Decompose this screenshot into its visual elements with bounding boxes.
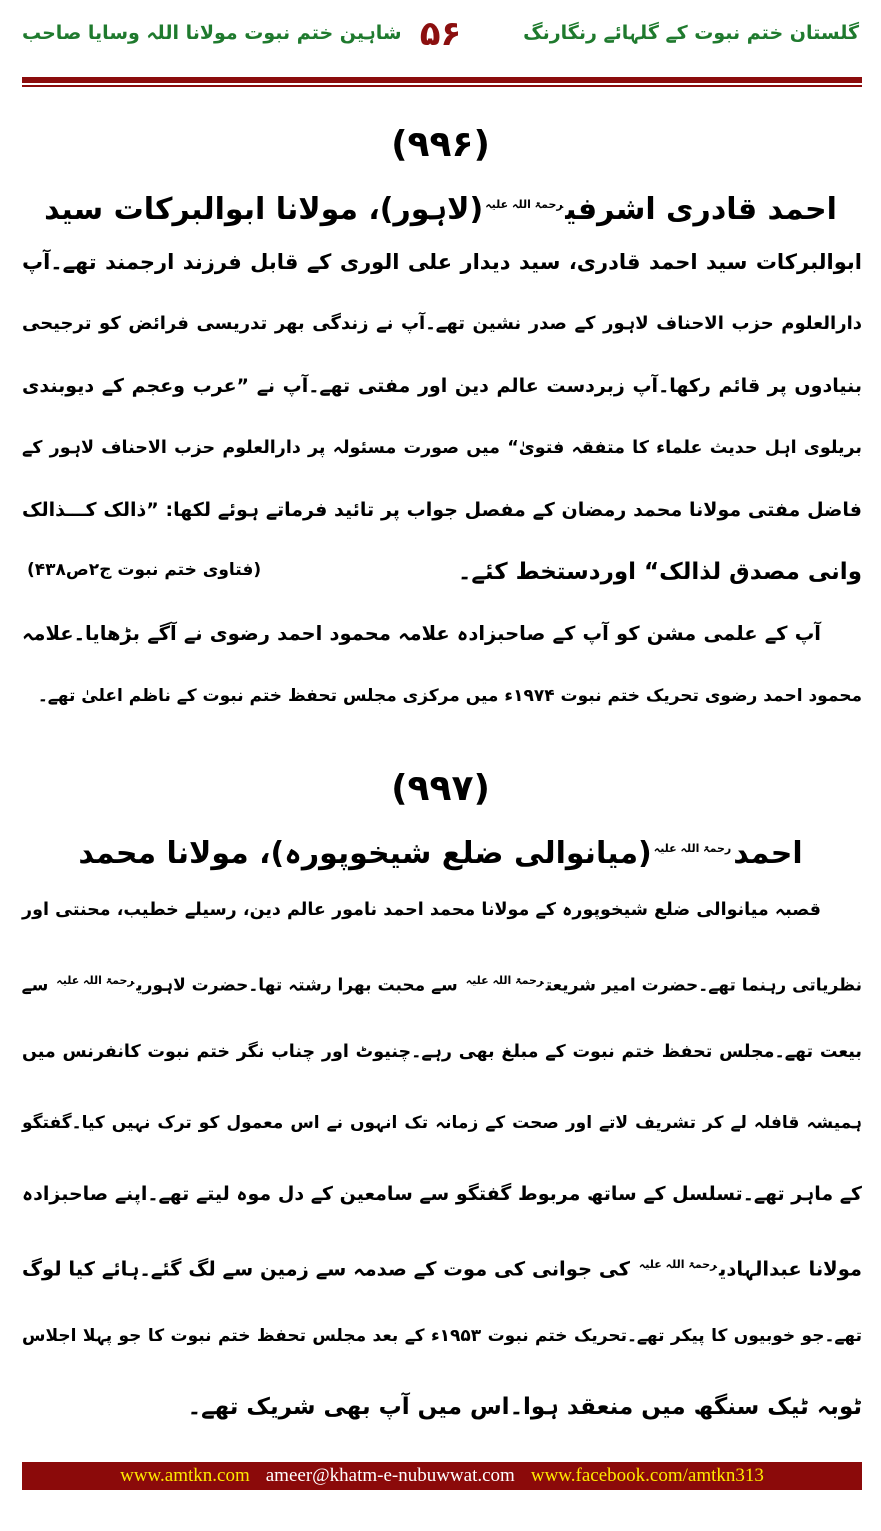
paragraph-line: تھے۔جو خوبیوں کا پیکر تھے۔تحریک ختم نبوت ۱۹۵۳ء کے بعد مجلس تحفظ ختم نبوت کا جو پہلا اجلاس [22, 1326, 862, 1346]
entry-title [22, 836, 859, 871]
paragraph-line: محمود احمد رضوی تحریک ختم نبوت ۱۹۷۴ء میں مرکزی مجلس تحفظ ختم نبوت کے ناظم اعلیٰ تھے۔ [37, 686, 862, 706]
honorific: رحمۃ اللہ علیہ [56, 974, 135, 987]
paragraph-line: دارالعلوم حزب الاحناف لاہور کے صدر نشین تھے۔آپ نے زندگی بھر تدریسی فرائض کو ترجیحی [22, 313, 862, 334]
line-text: مولانا عبدالہادی [719, 1257, 862, 1281]
line-text: سے [21, 975, 49, 996]
paragraph-line: بیعت تھے۔مجلس تحفظ ختم نبوت کے مبلغ بھی رہے۔چنیوٹ اور چناب نگر ختم نبوت کانفرنس میں [22, 1042, 862, 1062]
paragraph-line [22, 964, 862, 998]
header-divider-thick [22, 77, 862, 83]
entry-title [22, 192, 859, 227]
page-number: ۵۶ [419, 14, 462, 54]
honorific: رحمۃ اللہ علیہ [465, 974, 544, 987]
email-link[interactable]: ameer@khatm-e-nubuwwat.com [265, 1465, 515, 1486]
honorific: رحمۃ اللہ علیہ [653, 842, 732, 855]
honorific: رحمۃ اللہ علیہ [485, 198, 564, 211]
entry-number: (۹۹۶) [391, 124, 490, 165]
paragraph-line: قصبہ میانوالی ضلع شیخوپورہ کے مولانا محمد احمد نامور عالم دین، رسیلے خطیب، محنتی اور [22, 900, 821, 920]
footer-bar [22, 1462, 862, 1490]
honorific: رحمۃ اللہ علیہ [638, 1258, 718, 1271]
header-divider-thin [22, 85, 862, 87]
line-text: کی جوانی کی موت کے صدمہ سے زمین سے لگ گئے۔ہائے کیا لوگ [22, 1257, 630, 1281]
paragraph-line [22, 1248, 862, 1282]
paragraph-line: ابوالبرکات سید احمد قادری، سید دیدار علی الوری کے قابل فرزند ارجمند تھے۔آپ [22, 250, 862, 274]
paragraph-line: بنیادوں پر قائم رکھا۔آپ زبردست عالم دین اور مفتی تھے۔آپ نے ”عرب وعجم کے دیوبندی [22, 375, 862, 397]
facebook-link[interactable]: www.facebook.com/amtkn313 [530, 1465, 764, 1486]
paragraph-line: بریلوی اہل حدیث علماء کا متفقہ فتویٰ“ میں صورت مسئولہ پر دارالعلوم حزب الاحناف لاہور کے [22, 438, 862, 458]
author-name: شاہین ختم نبوت مولانا اللہ وسایا صاحب [22, 22, 402, 44]
line-text: نظریاتی رہنما تھے۔حضرت امیر شریعت [545, 975, 862, 996]
line-text: سے محبت بھرا رشتہ تھا۔حضرت لاہوری [136, 975, 458, 996]
entry-number: (۹۹۷) [391, 768, 490, 809]
title-name: احمد قادری اشرفی [565, 192, 837, 227]
paragraph-line: وانی مصدق لذالک“ اوردستخط کئے۔ [457, 559, 862, 585]
website-link[interactable]: www.amtkn.com [120, 1465, 250, 1486]
paragraph-line: فاضل مفتی مولانا محمد رمضان کے مفصل جواب پر تائید فرماتے ہوئے لکھا: ”ذالک کـــذالک [22, 499, 862, 521]
paragraph-line: ہمیشہ قافلہ لے کر تشریف لاتے اور صحت کے زمانہ تک انہوں نے اس معمول کو ترک نہیں کیا۔گفتگو [22, 1113, 862, 1133]
title-name: احمد [733, 836, 803, 871]
citation: (فتاوی ختم نبوت ج۲ص۴۳۸) [27, 560, 262, 580]
title-rest: (میانوالی ضلع شیخوپورہ)، مولانا محمد [78, 836, 652, 871]
book-title: گلستان ختم نبوت کے گلہائے رنگارنگ [523, 22, 859, 44]
paragraph-line: آپ کے علمی مشن کو آپ کے صاحبزادہ علامہ محمود احمد رضوی نے آگے بڑھایا۔علامہ [22, 622, 821, 645]
paragraph-line: کے ماہر تھے۔تسلسل کے ساتھ مربوط گفتگو سے سامعین کے دل موہ لیتے تھے۔اپنے صاحبزادہ [22, 1183, 862, 1205]
paragraph-line: ٹوبہ ٹیک سنگھ میں منعقد ہوا۔اس میں آپ بھی شریک تھے۔ [187, 1394, 862, 1420]
title-rest: (لاہور)، مولانا ابوالبرکات سید [44, 192, 484, 227]
